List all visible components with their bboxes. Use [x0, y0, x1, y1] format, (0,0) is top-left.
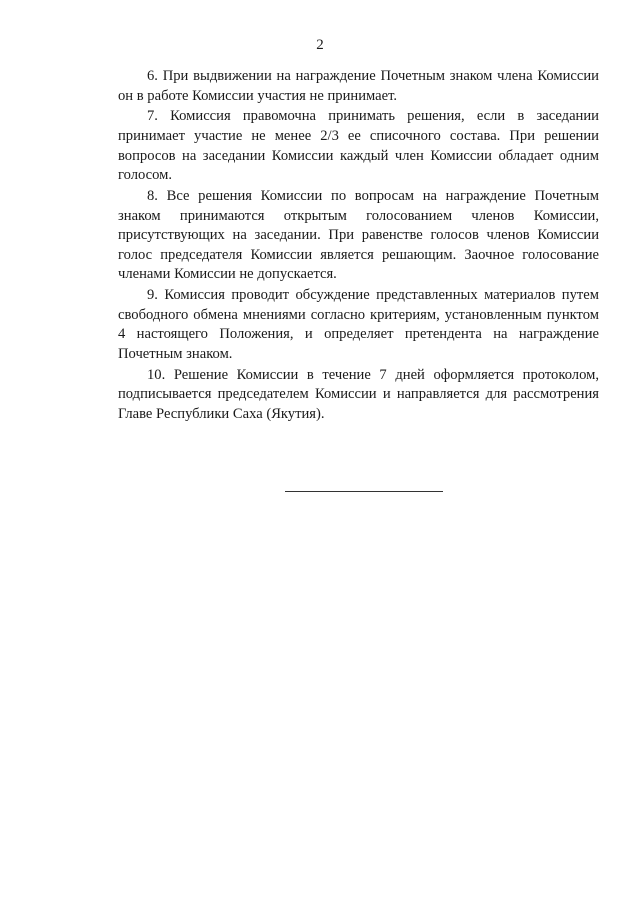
paragraph-7: 7. Комиссия правомочна принимать решения, если в заседании принимает участие не менее 2/3 ее списочного состава. При решении вопросов на заседании Комиссии каждый член Комиссии обладает одним голосом. — [118, 108, 599, 184]
paragraph-10: 10. Решение Комиссии в течение 7 дней оформляется протоколом, подписывается председателем Комиссии и направляется для рассмотрения Главе Республики Саха (Якутия). — [118, 366, 599, 422]
page-number: 2 — [316, 37, 324, 53]
paragraph-9: 9. Комиссия проводит обсуждение представленных материалов путем свободного обмена мнениями согласно критериям, установленным пунктом 4 настоящего Положения, и определяет претендента на награждение Почетным знаком. — [118, 287, 599, 362]
paragraph-8: 8. Все решения Комиссии по вопросам на награждение Почетным знаком принимаются открытым голосованием членов Комиссии, присутствующих на заседании. При равенстве голосов членов Комиссии голос председателя Комиссии является решающим. Заочное голосование членами Комиссии не допускается. — [118, 187, 599, 283]
document-body — [118, 67, 599, 426]
paragraph-6: 6. При выдвижении на награждение Почетным знаком члена Комиссии он в работе Комиссии участия не принимает. — [118, 68, 599, 104]
end-divider-line — [285, 491, 443, 492]
